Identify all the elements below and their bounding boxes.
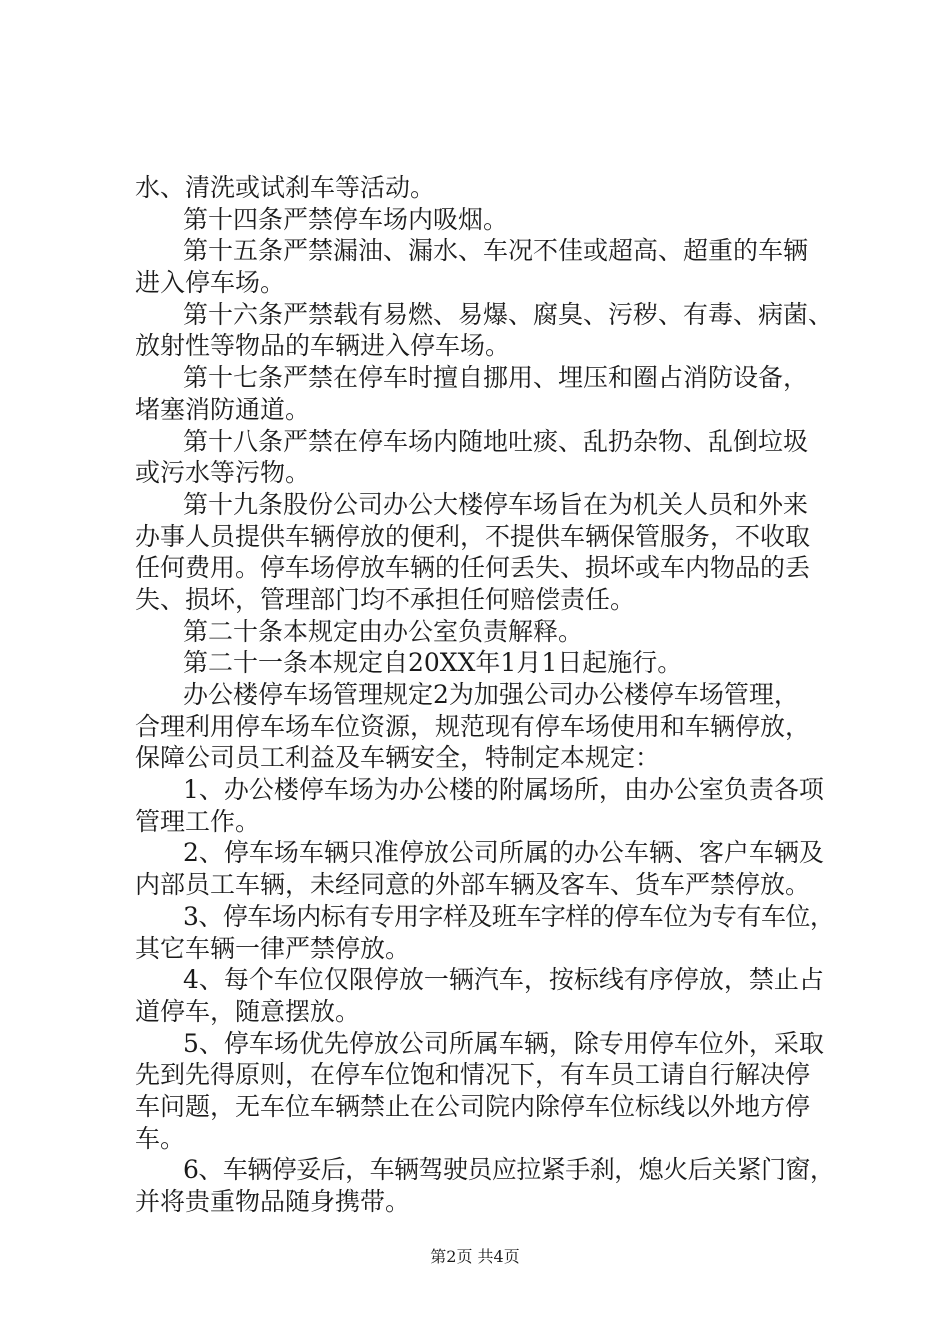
text-line: 第十七条严禁在停车时擅自挪用、埋压和圈占消防设备， [183,363,809,393]
text-line: 5、停车场优先停放公司所属车辆，除专用停车位外，采取 [183,1028,824,1058]
text-line: 管理工作。 [135,806,261,836]
text-line: 车。 [135,1123,186,1153]
text-line: 进入停车场。 [135,268,286,298]
text-line: 第二十条本规定由办公室负责解释。 [183,616,584,646]
text-line: 2、停车场车辆只准停放公司所属的办公车辆、客户车辆及 [183,838,824,868]
text-line: 堵塞消防通道。 [135,394,311,424]
text-line: 道停车，随意摆放。 [135,996,361,1026]
text-line: 6、车辆停妥后，车辆驾驶员应拉紧手刹，熄火后关紧门窗， [183,1155,835,1185]
text-line: 办公楼停车场管理规定2为加强公司办公楼停车场管理， [183,680,799,709]
text-line: 水、清洗或试刹车等活动。 [135,173,436,202]
text-line: 4、每个车位仅限停放一辆汽车，按标线有序停放，禁止占 [183,965,824,995]
text-line: 其它车辆一律严禁停放。 [135,933,411,963]
text-line: 保障公司员工利益及车辆安全，特制定本规定： [135,743,661,773]
page-footer: 第2页 共4页 [430,1247,520,1266]
text-line: 第十八条严禁在停车场内随地吐痰、乱扔杂物、乱倒垃圾 [183,426,809,456]
text-line: 第十九条股份公司办公大楼停车场旨在为机关人员和外来 [183,489,809,519]
text-line: 并将贵重物品随身携带。 [135,1187,411,1216]
text-line: 1、办公楼停车场为办公楼的附属场所，由办公室负责各项 [183,775,824,805]
text-line: 办事人员提供车辆停放的便利，不提供车辆保管服务，不收取 [135,521,811,551]
document-body [135,172,835,1218]
text-line: 失、损坏，管理部门均不承担任何赔偿责任。 [135,584,636,614]
text-line: 先到先得原则，在停车位饱和情况下，有车员工请自行解决停 [135,1060,811,1090]
text-line: 内部员工车辆，未经同意的外部车辆及客车、货车严禁停放。 [135,870,811,900]
text-line: 第十五条严禁漏油、漏水、车况不佳或超高、超重的车辆 [183,236,809,266]
text-line: 第二十一条本规定自20XX年1月1日起施行。 [183,648,683,678]
text-line: 任何费用。停车场停放车辆的任何丢失、损坏或车内物品的丢 [135,553,811,583]
text-line: 第十六条严禁载有易燃、易爆、腐臭、污秽、有毒、病菌、 [183,299,834,329]
text-line: 放射性等物品的车辆进入停车场。 [135,331,511,361]
text-line: 合理利用停车场车位资源，规范现有停车场使用和车辆停放， [135,711,811,741]
text-line: 第十四条严禁停车场内吸烟。 [183,204,509,234]
text-line: 车问题，无车位车辆禁止在公司院内除停车位标线以外地方停 [135,1091,811,1121]
text-line: 3、停车场内标有专用字样及班车字样的停车位为专有车位， [183,901,835,931]
text-line: 或污水等污物。 [135,458,311,488]
